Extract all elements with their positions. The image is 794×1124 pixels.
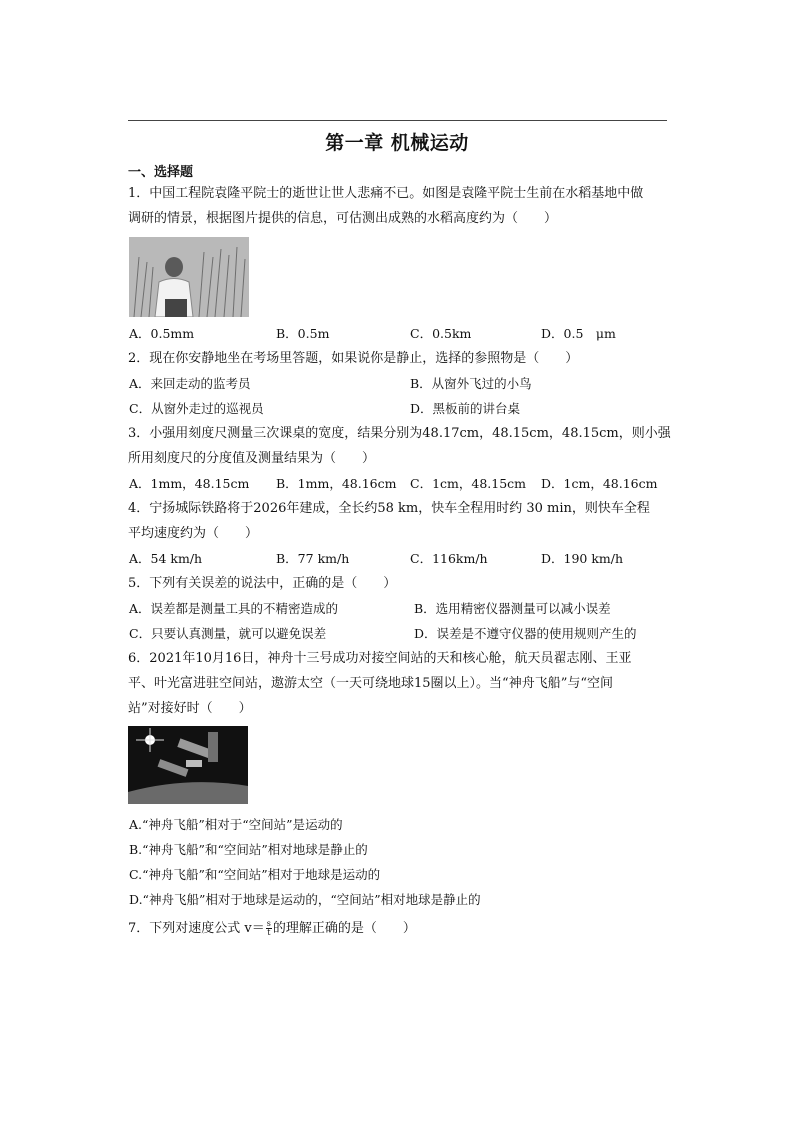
question-3-text: 3．小强用刻度尺测量三次课桌的宽度，结果分别为48.17cm，48.15cm，48.15cm，则小强 (128, 426, 671, 441)
q1-option-c[interactable]: C．0.5km (410, 326, 472, 341)
q6-option-c[interactable]: C.“神舟飞船”和“空间站”相对于地球是运动的 (129, 867, 381, 882)
q3-option-d[interactable]: D．1cm，48.16cm (541, 476, 658, 491)
question-5-text: 5．下列有关误差的说法中，正确的是（ ） (128, 576, 397, 591)
q6-option-d[interactable]: D.“神舟飞船”相对于地球是运动的，“空间站”相对地球是静止的 (129, 892, 481, 907)
fraction-denominator: t (267, 928, 271, 937)
q5-option-c[interactable]: C．只要认真测量，就可以避免误差 (129, 626, 327, 641)
q5-option-d[interactable]: D．误差是不遵守仪器的使用规则产生的 (414, 626, 637, 641)
q4-option-a[interactable]: A．54 km/h (129, 551, 203, 566)
fraction-numerator: s (266, 919, 271, 928)
q3-option-c[interactable]: C．1cm，48.15cm (410, 476, 527, 491)
q1-option-d[interactable]: D．0.5 μm (541, 326, 616, 341)
q5-option-b[interactable]: B．选用精密仪器测量可以减小误差 (414, 601, 611, 616)
q3-option-a[interactable]: A．1mm，48.15cm (129, 476, 250, 491)
chapter-title: 第一章 机械运动 (325, 132, 469, 154)
question-7-text (128, 920, 416, 937)
question-1-text-cont: 调研的情景，根据图片提供的信息，可估测出成熟的水稻高度约为（ ） (128, 211, 558, 226)
question-1-text: 1．中国工程院袁隆平院士的逝世让世人悲痛不已。如图是袁隆平院士生前在水稻基地中做 (128, 186, 644, 201)
q6-option-a[interactable]: A.“神舟飞船”相对于“空间站”是运动的 (129, 817, 343, 832)
question-4-text: 4．宁扬城际铁路将于2026年建成，全长约58 km，快车全程用时约 30 min，则快车全程 (128, 501, 650, 516)
question-6-text-cont2: 站”对接好时（ ） (128, 701, 252, 716)
q2-option-a[interactable]: A．来回走动的监考员 (129, 376, 251, 391)
question-4-text-cont: 平均速度约为（ ） (128, 526, 259, 541)
question-2-text: 2．现在你安静地坐在考场里答题，如果说你是静止，选择的参照物是（ ） (128, 351, 579, 366)
q2-option-b[interactable]: B．从窗外飞过的小鸟 (410, 376, 532, 391)
section-heading: 一、选择题 (128, 165, 194, 180)
question-3-text-cont: 所用刻度尺的分度值及测量结果为（ ） (128, 451, 376, 466)
q7-prefix: 7．下列对速度公式 v＝ (128, 921, 265, 936)
q5-option-a[interactable]: A．误差都是测量工具的不精密造成的 (129, 601, 339, 616)
q4-option-d[interactable]: D．190 km/h (541, 551, 624, 566)
q7-suffix: 的理解正确的是（ ） (272, 921, 416, 936)
q4-option-c[interactable]: C．116km/h (410, 551, 488, 566)
q1-option-a[interactable]: A．0.5mm (129, 326, 195, 341)
question-6-text-cont: 平、叶光富进驻空间站，遨游太空（一天可绕地球15圈以上）。当“神舟飞船”与“空间 (128, 676, 613, 691)
speed-formula-fraction (266, 920, 272, 937)
header-rule (128, 120, 667, 121)
q2-option-d[interactable]: D．黑板前的讲台桌 (410, 401, 521, 416)
question-6-text: 6．2021年10月16日，神舟十三号成功对接空间站的天和核心舱，航天员翟志刚、王亚 (128, 651, 632, 666)
q1-option-b[interactable]: B．0.5m (276, 326, 330, 341)
q3-option-b[interactable]: B．1mm，48.16cm (276, 476, 397, 491)
rice-field-photo (129, 237, 249, 317)
q2-option-c[interactable]: C．从窗外走过的巡视员 (129, 401, 264, 416)
q6-option-b[interactable]: B.“神舟飞船”和“空间站”相对地球是静止的 (129, 842, 368, 857)
q4-option-b[interactable]: B．77 km/h (276, 551, 350, 566)
spacecraft-photo (128, 726, 248, 804)
